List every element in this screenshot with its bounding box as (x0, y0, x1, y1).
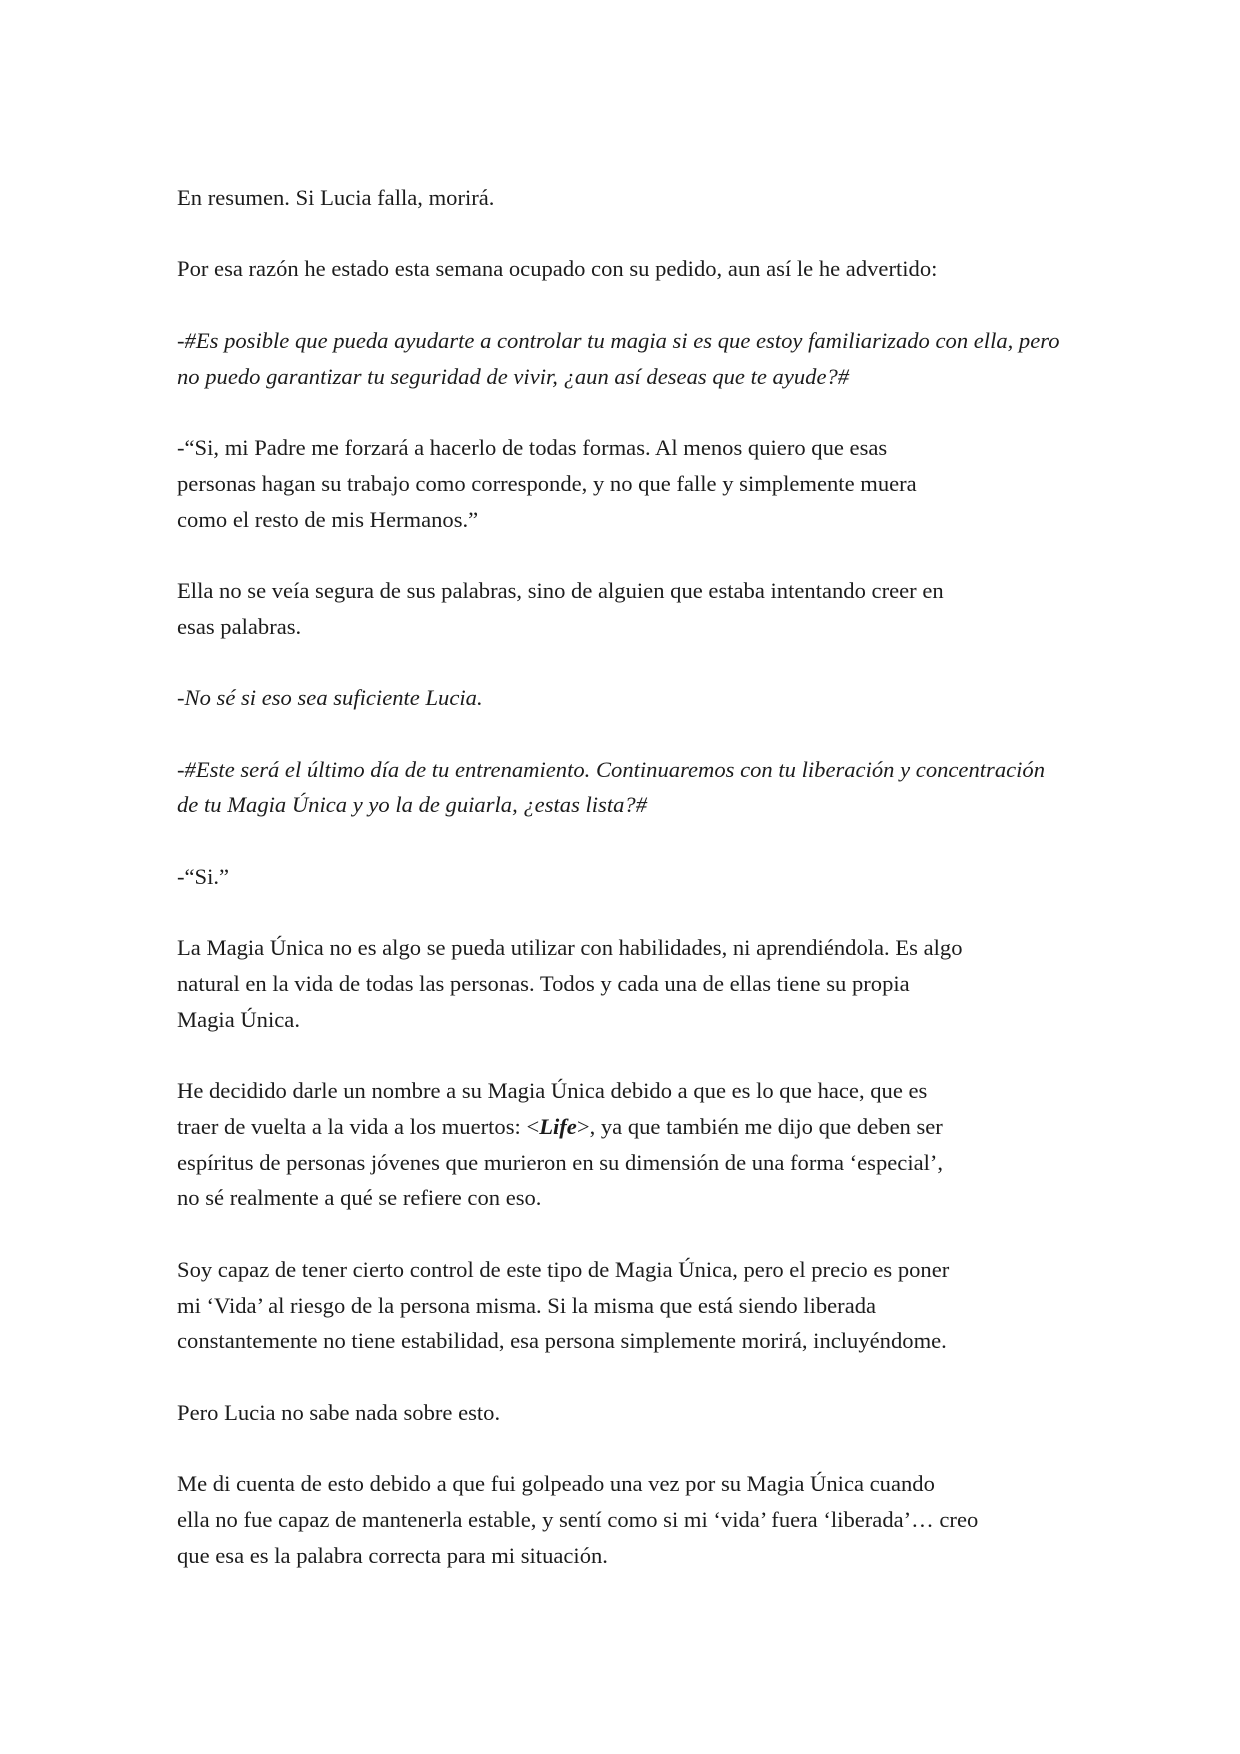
paragraph-2 (177, 251, 1067, 287)
text-line: He decidido darle un nombre a su Magia Única debido a que es lo que hace, que es (177, 1078, 928, 1104)
text-line: mi ‘Vida’ al riesgo de la persona misma. Si la misma que está siendo liberada (177, 1292, 877, 1318)
paragraph-11 (177, 1252, 1067, 1359)
paragraph-5 (177, 573, 1067, 645)
text-line: Por esa razón he estado esta semana ocupado con su pedido, aun así le he advertido: (177, 256, 938, 282)
paragraph-4-dialogue (177, 430, 1067, 537)
text-line: que esa es la palabra correcta para mi situación. (177, 1542, 608, 1568)
document-page (177, 180, 1067, 1609)
text-line: -“Si, mi Padre me forzará a hacerlo de todas formas. Al menos quiero que esas (177, 434, 888, 460)
paragraph-1 (177, 180, 1067, 216)
paragraph-12 (177, 1395, 1067, 1431)
paragraph-7-dialogue (177, 752, 1067, 824)
text-line: de tu Magia Única y yo la de guiarla, ¿estas lista?# (177, 792, 648, 818)
text-line: natural en la vida de todas las personas. Todos y cada una de ellas tiene su propia (177, 970, 910, 996)
paragraph-3-dialogue (177, 323, 1067, 395)
text-line: espíritus de personas jóvenes que murieron en su dimensión de una forma ‘especial’, (177, 1149, 944, 1175)
text-line: no puedo garantizar tu seguridad de vivir, ¿aun así deseas que te ayude?# (177, 363, 850, 389)
paragraph-13 (177, 1466, 1067, 1573)
text-line: Me di cuenta de esto debido a que fui golpeado una vez por su Magia Única cuando (177, 1471, 935, 1497)
text-line-with-emphasis (177, 1109, 1067, 1145)
text-line: -#Es posible que pueda ayudarte a controlar tu magia si es que estoy familiarizado con ella, pero (177, 327, 1060, 353)
text-line: esas palabras. (177, 613, 302, 639)
text-segment: >, ya que también me dijo que deben ser (576, 1113, 943, 1139)
text-line: La Magia Única no es algo se pueda utilizar con habilidades, ni aprendiéndola. Es algo (177, 935, 963, 961)
text-line: En resumen. Si Lucia falla, morirá. (177, 185, 495, 210)
text-line: constantemente no tiene estabilidad, esa persona simplemente morirá, incluyéndome. (177, 1328, 947, 1354)
paragraph-6-dialogue (177, 680, 1067, 716)
text-line: Soy capaz de tener cierto control de este tipo de Magia Única, pero el precio es poner (177, 1256, 950, 1282)
text-line: -#Este será el último día de tu entrenamiento. Continuaremos con tu liberación y concentración (177, 756, 1046, 782)
text-line: personas hagan su trabajo como corresponde, y no que falle y simplemente muera (177, 470, 917, 496)
text-line: ella no fue capaz de mantenerla estable, y sentí como si mi ‘vida’ fuera ‘liberada’… creo (177, 1507, 979, 1533)
text-segment: traer de vuelta a la vida a los muertos: < (177, 1113, 540, 1139)
text-line: Pero Lucia no sabe nada sobre esto. (177, 1399, 501, 1425)
text-line: como el resto de mis Hermanos.” (177, 506, 479, 532)
text-line: no sé realmente a qué se refiere con eso. (177, 1185, 542, 1211)
text-line: Magia Única. (177, 1006, 300, 1032)
paragraph-8-dialogue (177, 859, 1067, 895)
text-line: -No sé si eso sea suficiente Lucia. (177, 685, 483, 711)
paragraph-9 (177, 930, 1067, 1037)
life-emphasis: Life (539, 1113, 577, 1139)
text-line: -“Si.” (177, 863, 230, 889)
paragraph-10 (177, 1073, 1067, 1216)
text-line: Ella no se veía segura de sus palabras, sino de alguien que estaba intentando creer en (177, 577, 944, 603)
